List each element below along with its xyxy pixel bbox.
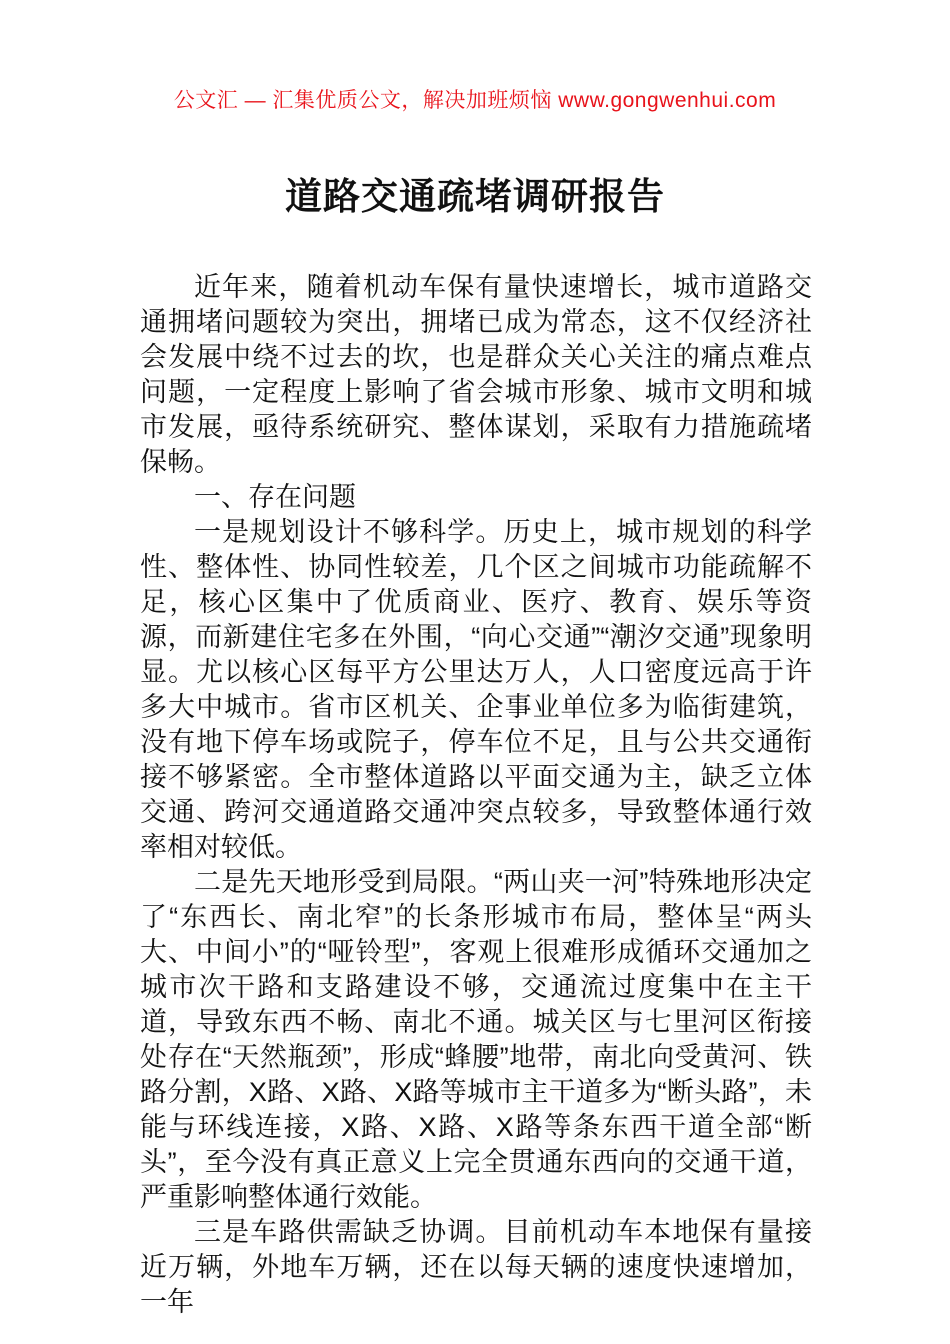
document-title: 道路交通疏堵调研报告: [285, 176, 665, 217]
body-paragraph-point3: 三是车路供需缺乏协调。目前机动车本地保有量接近万辆，外地车万辆，还在以每天辆的速度快速增加，一年: [140, 1217, 812, 1317]
section-heading: 一、存在问题: [194, 482, 356, 512]
site-watermark: 公文汇 — 汇集优质公文，解决加班烦恼 www.gongwenhui.com: [173, 89, 777, 112]
document-body: [140, 270, 812, 1320]
body-paragraph-point1: 一是规划设计不够科学。历史上，城市规划的科学性、整体性、协同性较差，几个区之间城市功能疏解不足，核心区集中了优质商业、医疗、教育、娱乐等资源，而新建住宅多在外围，“向心交通”“潮汐交通”现象明显。尤以核心区每平方公里达万人，人口密度远高于许多大中城市。省市区机关、企事业单位多为临街建筑，没有地下停车场或院子，停车位不足，且与公共交通衔接不够紧密。全市整体道路以平面交通为主，缺乏立体交通、跨河交通道路交通冲突点较多，导致整体通行效率相对较低。: [140, 517, 812, 862]
body-paragraph-point2: 二是先天地形受到局限。“两山夹一河”特殊地形决定了“东西长、南北窄”的长条形城市布局，整体呈“两头大、中间小”的“哑铃型”，客观上很难形成循环交通加之城市次干路和支路建设不够，交通流过度集中在主干道，导致东西不畅、南北不通。城关区与七里河区衔接处存在“天然瓶颈”，形成“蜂腰”地带，南北向受黄河、铁路分割，X路、X路、X路等城市主干道多为“断头路”，未能与环线连接，X路、X路、X路等条东西干道全部“断头”，至今没有真正意义上完全贯通东西向的交通干道，严重影响整体通行效能。: [140, 867, 812, 1212]
intro-paragraph: 近年来，随着机动车保有量快速增长，城市道路交通拥堵问题较为突出，拥堵已成为常态，这不仅经济社会发展中绕不过去的坎，也是群众关心关注的痛点难点问题，一定程度上影响了省会城市形象、城市文明和城市发展，亟待系统研究、整体谋划，采取有力措施疏堵保畅。: [140, 272, 812, 477]
